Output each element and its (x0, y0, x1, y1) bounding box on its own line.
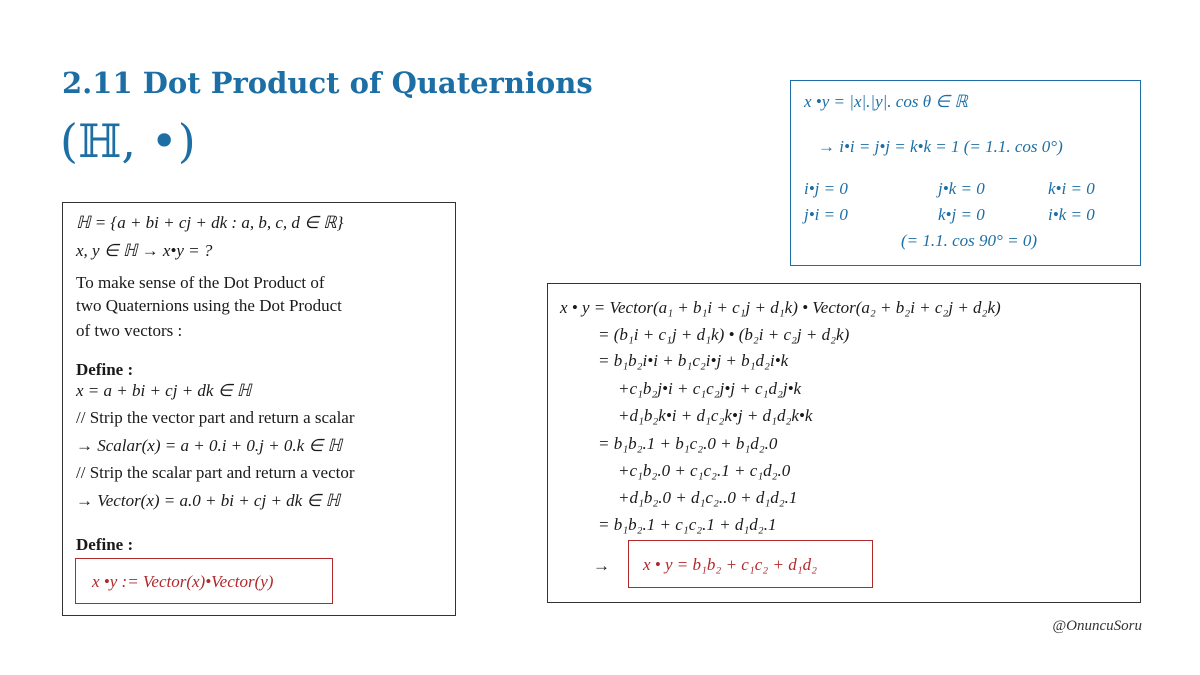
intro-line-3: of two vectors : (76, 321, 183, 340)
intro-line-2: two Quaternions using the Dot Product (76, 296, 342, 315)
derivation-line-7: +c₁b₂.0 + c₁c₂.1 + c₁d₂.0 (618, 461, 791, 480)
cross-product-1: i•j = 0 (804, 179, 848, 198)
watermark: @OnuncuSoru (1052, 618, 1142, 634)
cross-product-3: k•i = 0 (1048, 179, 1095, 198)
x-definition: x = a + bi + cj + dk ∈ ℍ (76, 381, 252, 400)
result-formula: x • y = b₁b₂ + c₁c₂ + d₁d₂ (643, 555, 818, 574)
derivation-box (547, 283, 1141, 603)
scalar-definition: → Scalar(x) = a + 0.i + 0.j + 0.k ∈ ℍ (76, 436, 342, 455)
result-arrow: → (593, 556, 610, 575)
dot-definition-box (75, 558, 333, 604)
derivation-line-9: = b₁b₂.1 + c₁c₂.1 + d₁d₂.1 (598, 515, 777, 534)
define-label: Define : (76, 535, 134, 554)
unit-self-products: → i•i = j•j = k•k = 1 (= 1.1. cos 0°) (818, 137, 1063, 156)
cross-product-2: j•k = 0 (938, 179, 985, 198)
definitions-box (62, 202, 456, 616)
unit-products-box (790, 80, 1141, 266)
dot-cos-formula: x •y = |x|.|y|. cos θ ∈ ℝ (804, 92, 968, 111)
derivation-line-3: = b₁b₂i•i + b₁c₂i•j + b₁d₂i•k (598, 351, 789, 370)
derivation-line-4: +c₁b₂j•i + c₁c₂j•j + c₁d₂j•k (618, 379, 802, 398)
derivation-line-1: x • y = Vector(a₁ + b₁i + c₁j + d₁k) • Vector(a₂ + b₂i + c₂j + d₂k) (560, 298, 1001, 317)
dot-definition: x •y := Vector(x)•Vector(y) (92, 572, 274, 591)
question-line: x, y ∈ ℍ → x•y = ? (76, 241, 213, 260)
result-box (628, 540, 873, 588)
cross-product-6: i•k = 0 (1048, 205, 1095, 224)
cross-product-4: j•i = 0 (804, 205, 848, 224)
intro-line-1: To make sense of the Dot Product of (76, 273, 325, 292)
cos90-note: (= 1.1. cos 90° = 0) (901, 231, 1037, 250)
derivation-line-5: +d₁b₂k•i + d₁c₂k•j + d₁d₂k•k (618, 406, 813, 425)
define-label: Define : (76, 360, 134, 379)
page-title: 2.11 Dot Product of Quaternions (62, 66, 593, 100)
cross-product-5: k•j = 0 (938, 205, 985, 224)
comment-scalar: // Strip the vector part and return a scalar (76, 408, 355, 427)
derivation-line-6: = b₁b₂.1 + b₁c₂.0 + b₁d₂.0 (598, 434, 778, 453)
set-definition: ℍ = {a + bi + cj + dk : a, b, c, d ∈ ℝ} (76, 213, 344, 232)
derivation-line-8: +d₁b₂.0 + d₁c₂..0 + d₁d₂.1 (618, 488, 798, 507)
derivation-line-2: = (b₁i + c₁j + d₁k) • (b₂i + c₂j + d₂k) (598, 325, 850, 344)
comment-vector: // Strip the scalar part and return a vector (76, 463, 355, 482)
vector-definition: → Vector(x) = a.0 + bi + cj + dk ∈ ℍ (76, 491, 340, 510)
page-subtitle: (ℍ, •) (60, 114, 196, 168)
